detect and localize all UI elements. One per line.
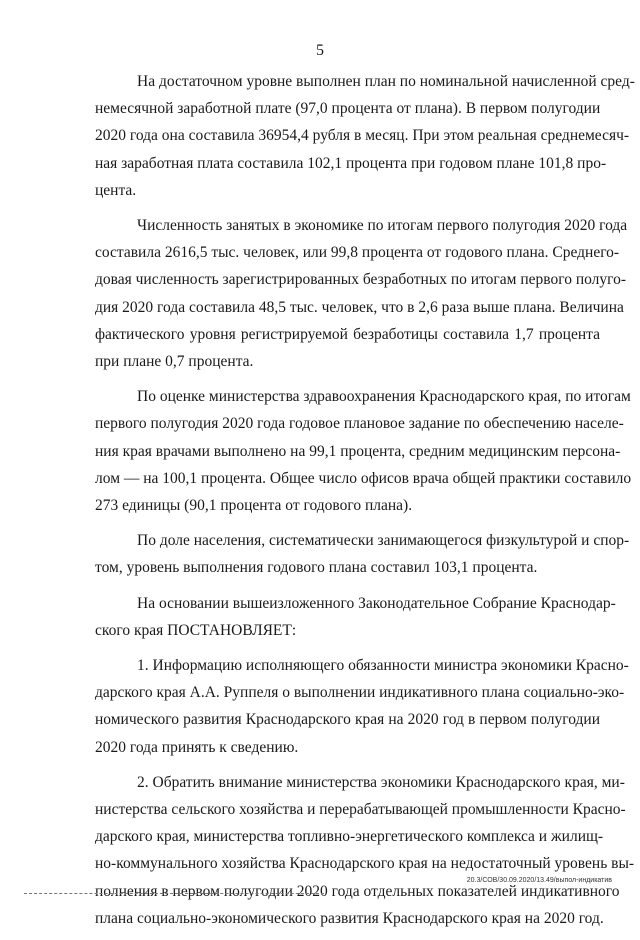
paragraph-line: дарского края А.А. Руппеля о выполнении индикативного плана социально-эко- [95,684,625,702]
paragraph-line: номического развития Краснодарского края на 2020 год в первом полугодии [95,711,600,729]
paragraph-line: На достаточном уровне выполнен план по номинальной начисленной сред- [137,73,635,90]
paragraph-line: 2020 года она составила 36954,4 рубля в месяц. При этом реальная среднемесяч- [95,127,630,145]
paragraph-line: составила 2616,5 тыс. человек, или 99,8 процента от годового плана. Среднего- [95,244,620,262]
paragraph-line: лом — на 100,1 процента. Общее число офисов врача общей практики составило [95,469,632,487]
paragraph-line: немесячной заработной плате (97,0 процента от плана). В первом полугодии [95,100,601,118]
paragraph [95,590,616,644]
footer-dashed-rule [24,893,324,894]
paragraph-line: при плане 0,7 процента. [95,353,254,371]
paragraph-line: 273 единицы (90,1 процента от годового плана). [95,497,413,515]
paragraph-line: По доле населения, систематически занимающегося физкультурой и спор- [137,532,630,550]
paragraph [95,68,635,204]
paragraph [95,652,629,761]
paragraph-line: фактического уровня регистрируемой безработицы составила 1,7 процента [95,325,600,343]
footer-document-code: 20.3/СОВ/30.09.2020/13.49/выпол-индикатив [466,877,612,884]
paragraph-line: Численность занятых в экономике по итогам первого полугодия 2020 года [137,217,628,235]
paragraph-line: 2. Обратить внимание министерства экономики Краснодарского края, ми- [137,773,625,791]
paragraph-line: плана социально-экономического развития Краснодарского края на 2020 год. [95,909,604,927]
paragraph-line: но-коммунального хозяйства Краснодарского края на недостаточный уровень вы- [95,855,635,873]
paragraph-line: нистерства сельского хозяйства и перерабатывающей промышленности Красно- [95,801,626,819]
paragraph-line: дарского края, министерства топливно-энергетического комплекса и жилищ- [95,828,604,846]
paragraph [95,527,630,581]
document-body [95,68,635,940]
paragraph-line: том, уровень выполнения годового плана составил 103,1 процента. [95,559,538,577]
paragraph-line: 2020 года принять к сведению. [95,738,299,756]
paragraph-line: На основании вышеизложенного Законодательное Собрание Краснодар- [137,594,616,612]
paragraph-line: ния края врачами выполнено на 99,1 процента, средним медицинским персона- [95,442,621,460]
paragraph-line: цента. [95,181,137,199]
paragraph [95,383,632,519]
paragraph-line: ского края ПОСТАНОВЛЯЕТ: [95,621,297,639]
paragraph-line: дия 2020 года составила 48,5 тыс. человек, что в 2,6 раза выше плана. Величина [95,298,624,316]
page-number: 5 [316,42,324,59]
paragraph-line: По оценке министерства здравоохранения Краснодарского края, по итогам [137,388,631,406]
paragraph-line: полнения в первом полугодии 2020 года отдельных показателей индикативного [95,882,620,900]
paragraph-line: довая численность зарегистрированных безработных по итогам первого полуго- [95,271,627,289]
paragraph-line: 1. Информацию исполняющего обязанности министра экономики Красно- [137,657,629,675]
paragraph-line: ная заработная плата составила 102,1 процента при годовом плане 101,8 про- [95,154,607,172]
paragraph [95,769,635,932]
paragraph [95,212,628,375]
paragraph-line: первого полугодия 2020 года годовое плановое задание по обеспечению населе- [95,415,624,433]
